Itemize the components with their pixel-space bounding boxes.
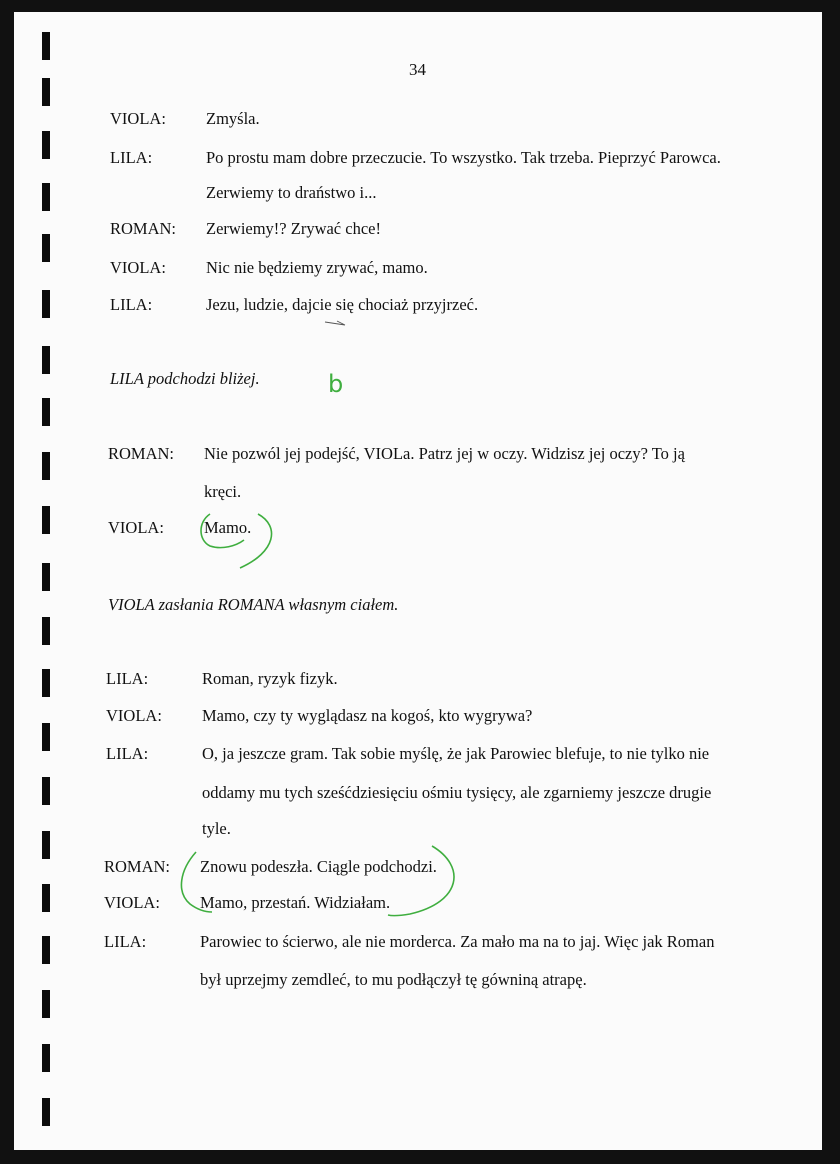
binding-hole <box>42 563 50 591</box>
binding-hole <box>42 723 50 751</box>
margin-letter-annotation: b <box>328 370 344 398</box>
dialogue-line: Zerwiemy!? Zrywać chce! <box>206 219 381 238</box>
speaker-label: LILA: <box>106 744 149 763</box>
binding-hole <box>42 669 50 697</box>
binding-hole <box>42 1044 50 1072</box>
script-page <box>14 12 822 1150</box>
speaker-label: VIOLA: <box>106 706 162 725</box>
dialogue-line: był uprzejmy zemdleć, to mu podłączył tę gówniną atrapę. <box>200 970 587 989</box>
binding-hole <box>42 777 50 805</box>
binding-hole <box>42 32 50 60</box>
binding-hole <box>42 398 50 426</box>
binding-hole <box>42 884 50 912</box>
dialogue-line: kręci. <box>204 482 242 501</box>
speaker-label: ROMAN: <box>108 444 175 463</box>
dialogue-line: Jezu, ludzie, dajcie się chociaż przyjrzeć. <box>206 295 479 314</box>
binding-hole <box>42 990 50 1018</box>
dialogue-line: Zmyśla. <box>206 109 260 128</box>
dialogue-line: Mamo, przestań. Widziałam. <box>200 893 391 912</box>
page-number: 34 <box>409 60 426 79</box>
speaker-label: LILA: <box>104 932 147 951</box>
dialogue-line: Parowiec to ścierwo, ale nie morderca. Za mało ma na to jaj. Więc jak Roman <box>200 932 715 951</box>
speaker-label: LILA: <box>110 295 153 314</box>
speaker-label: LILA: <box>110 148 153 167</box>
binding-hole <box>42 234 50 262</box>
binding-hole <box>42 1098 50 1126</box>
dialogue-line: oddamy mu tych sześćdziesięciu ośmiu tysięcy, ale zgarniemy jeszcze drugie <box>202 783 712 802</box>
speaker-label: VIOLA: <box>108 518 164 537</box>
speaker-label: VIOLA: <box>110 258 166 277</box>
dialogue-line: Znowu podeszła. Ciągle podchodzi. <box>200 857 437 876</box>
dialogue-line: Nic nie będziemy zrywać, mamo. <box>206 258 428 277</box>
speaker-label: ROMAN: <box>104 857 171 876</box>
binding-hole <box>42 831 50 859</box>
speaker-label: LILA: <box>106 669 149 688</box>
dialogue-line: Zerwiemy to draństwo i... <box>206 183 377 202</box>
dialogue-line: O, ja jeszcze gram. Tak sobie myślę, że jak Parowiec blefuje, to nie tylko nie <box>202 744 710 763</box>
binding-hole <box>42 617 50 645</box>
binding-hole <box>42 290 50 318</box>
binding-hole <box>42 78 50 106</box>
dialogue-line: Po prostu mam dobre przeczucie. To wszystko. Tak trzeba. Pieprzyć Parowca. <box>206 148 721 167</box>
binding-hole <box>42 936 50 964</box>
stage-direction: VIOLA zasłania ROMANA własnym ciałem. <box>108 595 399 614</box>
binding-hole <box>42 183 50 211</box>
binding-hole <box>42 346 50 374</box>
speaker-label: VIOLA: <box>104 893 160 912</box>
binding-hole <box>42 131 50 159</box>
dialogue-line: Mamo. <box>204 518 252 537</box>
binding-hole <box>42 452 50 480</box>
speaker-label: ROMAN: <box>110 219 177 238</box>
dialogue-line: Roman, ryzyk fizyk. <box>202 669 338 688</box>
dialogue-line: Nie pozwól jej podejść, VIOLa. Patrz jej w oczy. Widzisz jej oczy? To ją <box>204 444 685 463</box>
speaker-label: VIOLA: <box>110 109 166 128</box>
dialogue-line: tyle. <box>202 819 231 838</box>
dialogue-line: Mamo, czy ty wyglądasz na kogoś, kto wygrywa? <box>202 706 533 725</box>
binding-hole <box>42 506 50 534</box>
stage-direction: LILA podchodzi bliżej. <box>110 369 260 388</box>
